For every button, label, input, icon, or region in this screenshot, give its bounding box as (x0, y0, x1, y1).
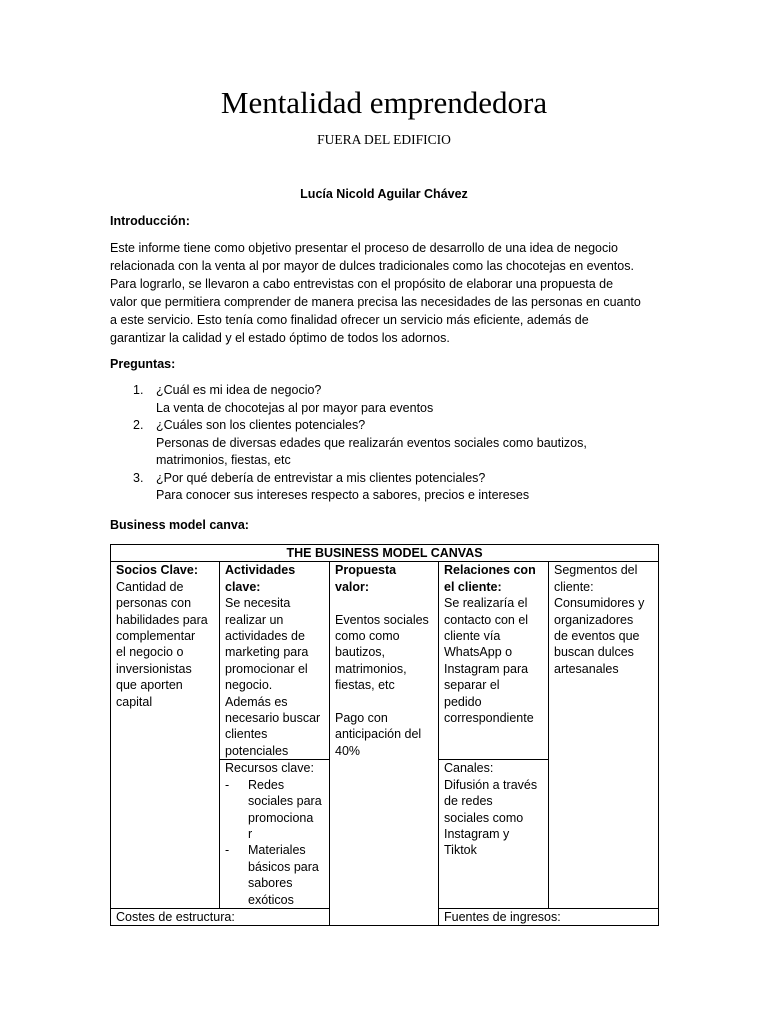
intro-line: a este servicio. Esto tenía como finalidad ofrecer un servicio más eficiente, además de (110, 313, 589, 327)
actividades-line: Además es (225, 694, 288, 709)
recursos-line: exóticos (248, 892, 294, 907)
socios-label: Socios Clave: (116, 563, 198, 578)
cell-recursos-clave (220, 760, 330, 909)
recursos-line: promociona (248, 810, 314, 825)
canvas-title: THE BUSINESS MODEL CANVAS (111, 545, 659, 562)
relaciones-line: WhatsApp o (444, 645, 513, 660)
actividades-label: clave: (225, 579, 261, 594)
actividades-line: clientes (225, 727, 268, 742)
canvas-heading: Business model canva: (110, 518, 249, 532)
document-title: Mentalidad emprendedora (220, 85, 548, 120)
cell-costes-estructura: Costes de estructura: (111, 908, 330, 925)
actividades-line: actividades de (225, 629, 305, 644)
question-text: ¿Cuál es mi idea de negocio? (156, 383, 322, 397)
recursos-list (225, 777, 324, 908)
document-subtitle: FUERA DEL EDIFICIO (317, 132, 451, 147)
socios-line: complementar (116, 629, 196, 644)
relaciones-label: Relaciones con (444, 563, 536, 578)
actividades-line: realizar un (225, 612, 284, 627)
actividades-line: negocio. (225, 678, 273, 693)
canales-line: de redes (444, 794, 493, 809)
actividades-line: marketing para (225, 645, 309, 660)
intro-line: garantizar la calidad y el estado óptimo de todos los adornos. (110, 331, 450, 345)
answer-line: La venta de chocotejas al por mayor para eventos (156, 400, 434, 415)
segmentos-line: Consumidores y (554, 596, 645, 611)
propuesta-line: bautizos, (335, 645, 386, 660)
socios-line: inversionistas (116, 661, 192, 676)
intro-line: relacionada con la venta al por mayor de dulces tradicionales como las chocotejas en eventos. (110, 259, 634, 273)
propuesta-line: como como (335, 629, 400, 644)
recursos-line: básicos para (248, 859, 319, 874)
intro-line: Este informe tiene como objetivo presentar el proceso de desarrollo de una idea de negocio (110, 241, 618, 255)
segmentos-line: organizadores (554, 612, 634, 627)
recursos-line: r (248, 826, 253, 841)
relaciones-line: pedido (444, 694, 482, 709)
socios-line: personas con (116, 596, 192, 611)
business-model-canvas-table (110, 544, 659, 926)
question-text: ¿Por qué debería de entrevistar a mis clientes potenciales? (156, 470, 486, 485)
canales-line: sociales como (444, 810, 524, 825)
dash-bullet: - (225, 843, 230, 858)
author-name: Lucía Nicold Aguilar Chávez (300, 187, 468, 201)
propuesta-line: fiestas, etc (335, 678, 395, 693)
recursos-line: Redes (248, 777, 285, 792)
question-item (110, 470, 670, 505)
relaciones-line: separar el (444, 678, 500, 693)
segmentos-line: cliente: (554, 579, 594, 594)
question-number: 1. (133, 383, 144, 397)
actividades-line: promocionar el (225, 661, 308, 676)
answer-line: matrimonios, fiestas, etc (156, 453, 291, 467)
propuesta-line: anticipación del (335, 727, 422, 742)
relaciones-line: Instagram para (444, 661, 529, 676)
canales-line: Tiktok (444, 843, 477, 858)
actividades-line: necesario buscar (225, 711, 321, 726)
recursos-line: Materiales (248, 843, 306, 858)
relaciones-line: correspondiente (444, 711, 534, 726)
recursos-label: Recursos clave: (225, 761, 314, 776)
answer-line: Para conocer sus intereses respecto a sabores, precios e intereses (156, 488, 530, 502)
intro-line: valor que permitiera comprender de manera precisa las necesidades de las personas en cuanto (110, 295, 641, 309)
recursos-line: sociales para (248, 794, 322, 809)
intro-heading: Introducción: (110, 214, 190, 228)
segmentos-line: buscan dulces (554, 645, 634, 660)
recursos-item (225, 777, 324, 843)
intro-paragraph (110, 239, 670, 347)
cell-socios-clave (111, 562, 220, 909)
socios-line: habilidades para (116, 612, 208, 627)
socios-line: que aporten (116, 678, 183, 693)
cell-propuesta-valor (330, 562, 439, 926)
canales-line: Instagram y (444, 826, 510, 841)
relaciones-label: el cliente: (444, 579, 502, 594)
recursos-line: sabores (248, 876, 293, 891)
propuesta-line: 40% (335, 743, 361, 758)
intro-line: Para lograrlo, se llevaron a cabo entrevistas con el propósito de elaborar una propuesta de (110, 277, 614, 291)
actividades-label: Actividades (225, 563, 296, 578)
socios-line: el negocio o (116, 645, 184, 660)
question-item (110, 382, 670, 417)
cell-segmentos-cliente (549, 562, 659, 909)
canales-label: Canales: (444, 761, 494, 776)
cell-canales (439, 760, 549, 909)
cell-relaciones-cliente (439, 562, 549, 760)
dash-bullet: - (225, 777, 230, 792)
relaciones-line: cliente vía (444, 629, 501, 644)
question-number: 2. (133, 418, 144, 432)
segmentos-line: Segmentos del (554, 563, 638, 578)
actividades-line: potenciales (225, 743, 289, 758)
question-text: ¿Cuáles son los clientes potenciales? (156, 418, 366, 432)
propuesta-label: Propuesta (335, 563, 397, 578)
question-number: 3. (133, 470, 144, 485)
relaciones-line: contacto con el (444, 612, 529, 627)
actividades-line: Se necesita (225, 596, 291, 611)
socios-line: capital (116, 694, 153, 709)
propuesta-line: Pago con (335, 711, 388, 726)
questions-heading: Preguntas: (110, 357, 176, 371)
cell-fuentes-ingresos: Fuentes de ingresos: (439, 908, 659, 925)
segmentos-line: de eventos que (554, 629, 640, 644)
relaciones-line: Se realizaría el (444, 596, 528, 611)
segmentos-line: artesanales (554, 661, 619, 676)
answer-line: Personas de diversas edades que realizarán eventos sociales como bautizos, (156, 435, 587, 450)
canales-line: Difusión a través (444, 777, 538, 792)
questions-list (110, 382, 670, 505)
recursos-item (225, 842, 324, 908)
propuesta-line: matrimonios, (335, 661, 407, 676)
cell-actividades-clave (220, 562, 330, 760)
socios-line: Cantidad de (116, 579, 184, 594)
question-item (110, 417, 670, 470)
propuesta-label: valor: (335, 579, 370, 594)
propuesta-line: Eventos sociales (335, 612, 429, 627)
